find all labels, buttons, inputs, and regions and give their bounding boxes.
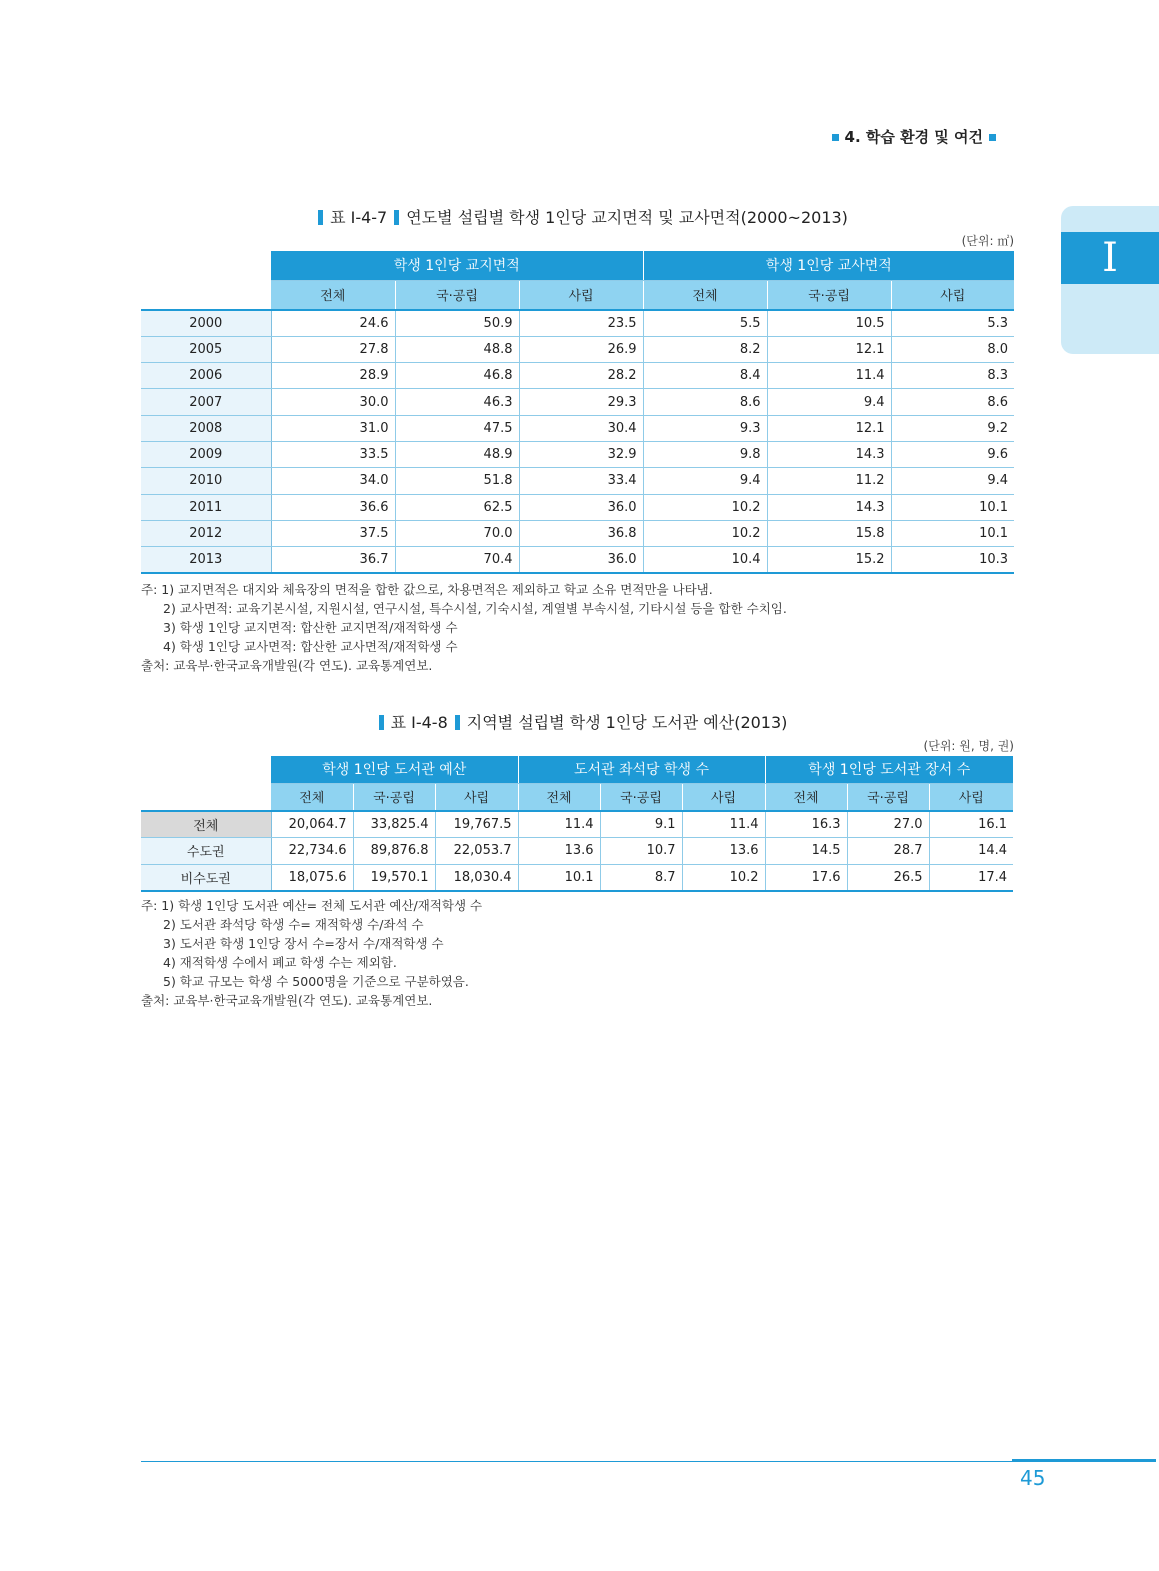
table2-body (141, 811, 1013, 891)
table-row (141, 468, 1014, 494)
table-cell: 8.0 (891, 336, 1014, 362)
table-cell: 8.7 (600, 864, 682, 891)
table-cell: 22,053.7 (435, 838, 518, 865)
table-cell: 19,767.5 (435, 811, 518, 838)
table1-group-header-row (141, 251, 1014, 280)
table-cell: 28.2 (519, 363, 643, 389)
table-cell: 8.6 (643, 389, 767, 415)
table-cell: 16.3 (765, 811, 847, 838)
title-bar-icon (455, 715, 460, 730)
table1-sub-header: 국·공립 (767, 280, 891, 310)
table-cell: 33.5 (271, 441, 395, 467)
table-cell: 10.5 (767, 310, 891, 336)
running-header (826, 126, 1002, 147)
chapter-tab (1061, 206, 1159, 354)
table1-group-header: 학생 1인당 교사면적 (643, 251, 1014, 280)
table-cell: 10.2 (682, 864, 765, 891)
table2-sub-header: 전체 (271, 783, 353, 811)
table-cell: 9.8 (643, 441, 767, 467)
table1-sub-header: 전체 (643, 280, 767, 310)
table-cell: 18,075.6 (271, 864, 353, 891)
row-label: 2006 (141, 363, 271, 389)
table-cell: 26.5 (847, 864, 929, 891)
row-label: 2007 (141, 389, 271, 415)
table-cell: 48.9 (395, 441, 519, 467)
table-cell: 33.4 (519, 468, 643, 494)
table-row (141, 441, 1014, 467)
table2-sub-header: 국·공립 (847, 783, 929, 811)
table-cell: 47.5 (395, 415, 519, 441)
note-line: 주: 1) 교지면적은 대지와 체육장의 면적을 합한 값으로, 차용면적은 제외하고 학교 소유 면적만을 나타냄. (141, 582, 713, 597)
table-cell: 23.5 (519, 310, 643, 336)
table2-corner (141, 783, 271, 811)
table1-title (0, 205, 1159, 228)
row-label: 2011 (141, 494, 271, 520)
table-cell: 36.8 (519, 520, 643, 546)
table-cell: 28.7 (847, 838, 929, 865)
table-cell: 13.6 (682, 838, 765, 865)
table2 (141, 756, 1013, 892)
table-cell: 9.1 (600, 811, 682, 838)
note-line: 4) 재적학생 수에서 폐교 학생 수는 제외함. (163, 955, 397, 970)
table-cell: 36.6 (271, 494, 395, 520)
table1-sub-header: 사립 (891, 280, 1014, 310)
table2-group-header: 학생 1인당 도서관 예산 (271, 756, 518, 783)
table1-unit: (단위: ㎡) (961, 234, 1014, 248)
table-cell: 24.6 (271, 310, 395, 336)
table-cell: 17.4 (929, 864, 1013, 891)
row-label: 전체 (141, 811, 271, 838)
table-cell: 37.5 (271, 520, 395, 546)
table1-sub-header: 전체 (271, 280, 395, 310)
table1-sub-header-row (141, 280, 1014, 310)
row-label: 2009 (141, 441, 271, 467)
table-cell: 36.0 (519, 547, 643, 573)
table-cell: 12.1 (767, 415, 891, 441)
table-row (141, 864, 1013, 891)
table-cell: 9.4 (767, 389, 891, 415)
table-cell: 19,570.1 (353, 864, 435, 891)
table-cell: 11.4 (682, 811, 765, 838)
table2-sub-header: 전체 (765, 783, 847, 811)
table-cell: 33,825.4 (353, 811, 435, 838)
table-cell: 8.3 (891, 363, 1014, 389)
table-cell: 26.9 (519, 336, 643, 362)
table-cell: 8.6 (891, 389, 1014, 415)
table-cell: 10.4 (643, 547, 767, 573)
table2-group-header-row (141, 756, 1013, 783)
table2-group-header: 도서관 좌석당 학생 수 (518, 756, 765, 783)
table-row (141, 811, 1013, 838)
table-cell: 9.4 (643, 468, 767, 494)
table2-title-prefix: 표 Ⅰ-4-8 (390, 713, 448, 732)
table-cell: 8.4 (643, 363, 767, 389)
source-line: 출처: 교육부·한국교육개발원(각 연도). 교육통계연보. (141, 993, 433, 1008)
table-cell: 51.8 (395, 468, 519, 494)
table-row (141, 520, 1014, 546)
table-cell: 13.6 (518, 838, 600, 865)
row-label: 2012 (141, 520, 271, 546)
table-row (141, 494, 1014, 520)
table-cell: 46.3 (395, 389, 519, 415)
table-cell: 10.3 (891, 547, 1014, 573)
table2-title-text: 지역별 설립별 학생 1인당 도서관 예산(2013) (466, 713, 788, 732)
table-cell: 10.2 (643, 520, 767, 546)
table-cell: 20,064.7 (271, 811, 353, 838)
table-cell: 10.1 (891, 520, 1014, 546)
table-cell: 14.5 (765, 838, 847, 865)
table-cell: 11.2 (767, 468, 891, 494)
table1 (141, 251, 1014, 574)
table-cell: 11.4 (767, 363, 891, 389)
row-label: 2000 (141, 310, 271, 336)
table2-title (0, 710, 1159, 733)
page-number: 45 (1020, 1466, 1046, 1490)
table-cell: 10.1 (518, 864, 600, 891)
table2-sub-header-row (141, 783, 1013, 811)
table1-corner (141, 251, 271, 280)
table2-group-header: 학생 1인당 도서관 장서 수 (765, 756, 1013, 783)
table-cell: 50.9 (395, 310, 519, 336)
note-line: 2) 도서관 좌석당 학생 수= 재적학생 수/좌석 수 (163, 917, 424, 932)
table-cell: 18,030.4 (435, 864, 518, 891)
table-cell: 36.7 (271, 547, 395, 573)
table-cell: 15.2 (767, 547, 891, 573)
table-cell: 14.3 (767, 441, 891, 467)
table-cell: 27.0 (847, 811, 929, 838)
row-label: 2013 (141, 547, 271, 573)
table2-corner (141, 756, 271, 783)
table-cell: 89,876.8 (353, 838, 435, 865)
table-row (141, 310, 1014, 336)
table2-sub-header: 전체 (518, 783, 600, 811)
square-bullet-icon (832, 134, 839, 141)
table-cell: 46.8 (395, 363, 519, 389)
table1-notes (141, 580, 787, 675)
table-cell: 8.2 (643, 336, 767, 362)
table-cell: 70.4 (395, 547, 519, 573)
table2-notes (141, 896, 482, 1010)
table-cell: 17.6 (765, 864, 847, 891)
table-cell: 10.7 (600, 838, 682, 865)
table-cell: 28.9 (271, 363, 395, 389)
table-cell: 70.0 (395, 520, 519, 546)
table1-title-text: 연도별 설립별 학생 1인당 교지면적 및 교사면적(2000~2013) (406, 208, 848, 227)
table-cell: 48.8 (395, 336, 519, 362)
table-row (141, 415, 1014, 441)
table-cell: 12.1 (767, 336, 891, 362)
note-line: 주: 1) 학생 1인당 도서관 예산= 전체 도서관 예산/재적학생 수 (141, 898, 483, 913)
table-cell: 30.0 (271, 389, 395, 415)
footer-rule-accent (1012, 1459, 1156, 1462)
table2-sub-header: 사립 (682, 783, 765, 811)
table-cell: 10.2 (643, 494, 767, 520)
table-cell: 9.3 (643, 415, 767, 441)
table-cell: 36.0 (519, 494, 643, 520)
table1-title-prefix: 표 Ⅰ-4-7 (330, 208, 388, 227)
table2-sub-header: 사립 (435, 783, 518, 811)
table-row (141, 547, 1014, 573)
table1-group-header: 학생 1인당 교지면적 (271, 251, 643, 280)
note-line: 5) 학교 규모는 학생 수 5000명을 기준으로 구분하였음. (163, 974, 469, 989)
table1-sub-header: 사립 (519, 280, 643, 310)
table2-sub-header: 사립 (929, 783, 1013, 811)
table1-sub-header: 국·공립 (395, 280, 519, 310)
title-bar-icon (394, 210, 399, 225)
table-cell: 22,734.6 (271, 838, 353, 865)
title-bar-icon (379, 715, 384, 730)
table-cell: 15.8 (767, 520, 891, 546)
table-cell: 5.3 (891, 310, 1014, 336)
table-cell: 27.8 (271, 336, 395, 362)
table2-sub-header: 국·공립 (600, 783, 682, 811)
table-cell: 9.2 (891, 415, 1014, 441)
source-line: 출처: 교육부·한국교육개발원(각 연도). 교육통계연보. (141, 658, 433, 673)
table2-sub-header: 국·공립 (353, 783, 435, 811)
title-bar-icon (318, 210, 323, 225)
table2-unit: (단위: 원, 명, 권) (923, 739, 1014, 753)
table-cell: 14.3 (767, 494, 891, 520)
note-line: 3) 학생 1인당 교지면적: 합산한 교지면적/재적학생 수 (163, 620, 458, 635)
table-cell: 9.4 (891, 468, 1014, 494)
table-cell: 10.1 (891, 494, 1014, 520)
table1-corner (141, 280, 271, 310)
table-cell: 14.4 (929, 838, 1013, 865)
footer-rule (141, 1461, 1156, 1462)
note-line: 3) 도서관 학생 1인당 장서 수=장서 수/재적학생 수 (163, 936, 444, 951)
table-cell: 32.9 (519, 441, 643, 467)
table-cell: 16.1 (929, 811, 1013, 838)
note-line: 4) 학생 1인당 교사면적: 합산한 교사면적/재적학생 수 (163, 639, 458, 654)
table-row (141, 389, 1014, 415)
section-title: 4. 학습 환경 및 여건 (844, 128, 983, 146)
chapter-number: I (1061, 232, 1159, 284)
table-row (141, 363, 1014, 389)
square-bullet-icon (989, 134, 996, 141)
row-label: 2010 (141, 468, 271, 494)
row-label: 비수도권 (141, 864, 271, 891)
note-line: 2) 교사면적: 교육기본시설, 지원시설, 연구시설, 특수시설, 기숙시설, 계열별 부속시설, 기타시설 등을 합한 수치임. (163, 601, 787, 616)
table-cell: 30.4 (519, 415, 643, 441)
table-cell: 62.5 (395, 494, 519, 520)
row-label: 수도권 (141, 838, 271, 865)
table-row (141, 838, 1013, 865)
table-cell: 5.5 (643, 310, 767, 336)
row-label: 2005 (141, 336, 271, 362)
table-cell: 31.0 (271, 415, 395, 441)
table1-body (141, 310, 1014, 573)
row-label: 2008 (141, 415, 271, 441)
table-cell: 34.0 (271, 468, 395, 494)
table-row (141, 336, 1014, 362)
table-cell: 29.3 (519, 389, 643, 415)
table-cell: 11.4 (518, 811, 600, 838)
table-cell: 9.6 (891, 441, 1014, 467)
